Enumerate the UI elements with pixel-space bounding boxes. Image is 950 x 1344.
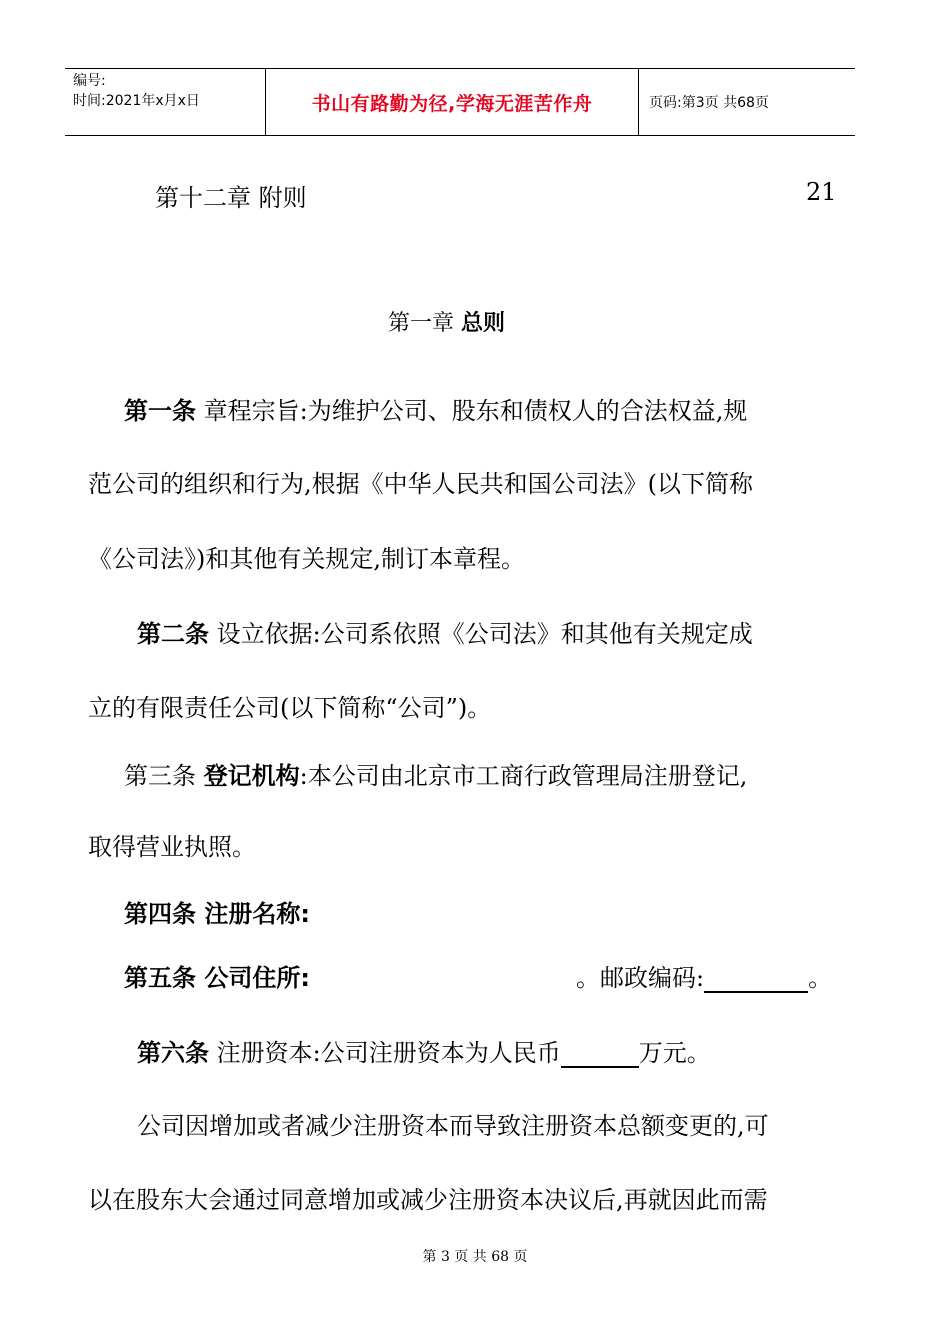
- article-2-label: 第二条: [137, 620, 209, 648]
- article-6-text: 注册资本:公司注册资本为人民币: [216, 1039, 561, 1067]
- toc-entry: 第十二章 附则: [155, 184, 307, 212]
- toc-page-number: 21: [806, 178, 837, 206]
- paragraph-7-line-1: 公司因增加或者减少注册资本而导致注册资本总额变更的,可: [137, 1112, 769, 1140]
- header-table: [65, 68, 855, 136]
- header-motto: 书山有路勤为径,学海无涯苦作舟: [266, 69, 639, 135]
- article-1-line-3: 《公司法》)和其他有关规定,制订本章程。: [88, 545, 525, 573]
- postal-code-end: 。: [808, 964, 833, 992]
- article-3-text-1: :本公司由北京市工商行政管理局注册登记,: [299, 762, 748, 790]
- article-6: [137, 1033, 711, 1068]
- chapter-name: 总则: [461, 311, 506, 336]
- article-2-line-1: [137, 614, 753, 649]
- article-5-postal: [576, 958, 832, 993]
- article-5-label: 第五条 公司住所:: [124, 964, 310, 992]
- article-3-line-2: 取得营业执照。: [88, 833, 256, 861]
- article-2-line-2: 立的有限责任公司(以下简称“公司”)。: [88, 694, 492, 722]
- article-4: 第四条 注册名称:: [124, 900, 310, 928]
- article-6-unit: 万元。: [638, 1039, 711, 1067]
- article-1-line-1: [124, 391, 747, 426]
- article-1-text-1: 章程宗旨:为维护公司、股东和债权人的合法权益,规: [203, 397, 748, 425]
- chapter-prefix: 第一章: [388, 311, 455, 336]
- article-6-label: 第六条: [137, 1039, 209, 1067]
- article-3-line-1: [124, 756, 747, 791]
- code-label: 编号:: [73, 73, 106, 89]
- article-3-label: 第三条: [124, 762, 196, 790]
- capital-amount-blank: [561, 1042, 639, 1068]
- article-1-label: 第一条: [124, 397, 196, 425]
- header-page-info: 页码:第3页 共68页: [649, 95, 769, 111]
- paragraph-7-line-2: 以在股东大会通过同意增加或减少注册资本决议后,再就因此而需: [88, 1186, 768, 1214]
- article-3-title: 登记机构: [203, 762, 300, 790]
- chapter-heading: [388, 306, 505, 337]
- postal-code-blank: [704, 967, 808, 993]
- article-2-text-1: 设立依据:公司系依照《公司法》和其他有关规定成: [216, 620, 753, 648]
- article-1-line-2: 范公司的组织和行为,根据《中华人民共和国公司法》(以下简称: [88, 470, 753, 498]
- time-label: 时间:2021年x月x日: [73, 93, 200, 109]
- postal-code-label: 。邮政编码:: [576, 964, 705, 992]
- page-footer: 第 3 页 共 68 页: [422, 1249, 528, 1265]
- header-meta: [65, 69, 266, 135]
